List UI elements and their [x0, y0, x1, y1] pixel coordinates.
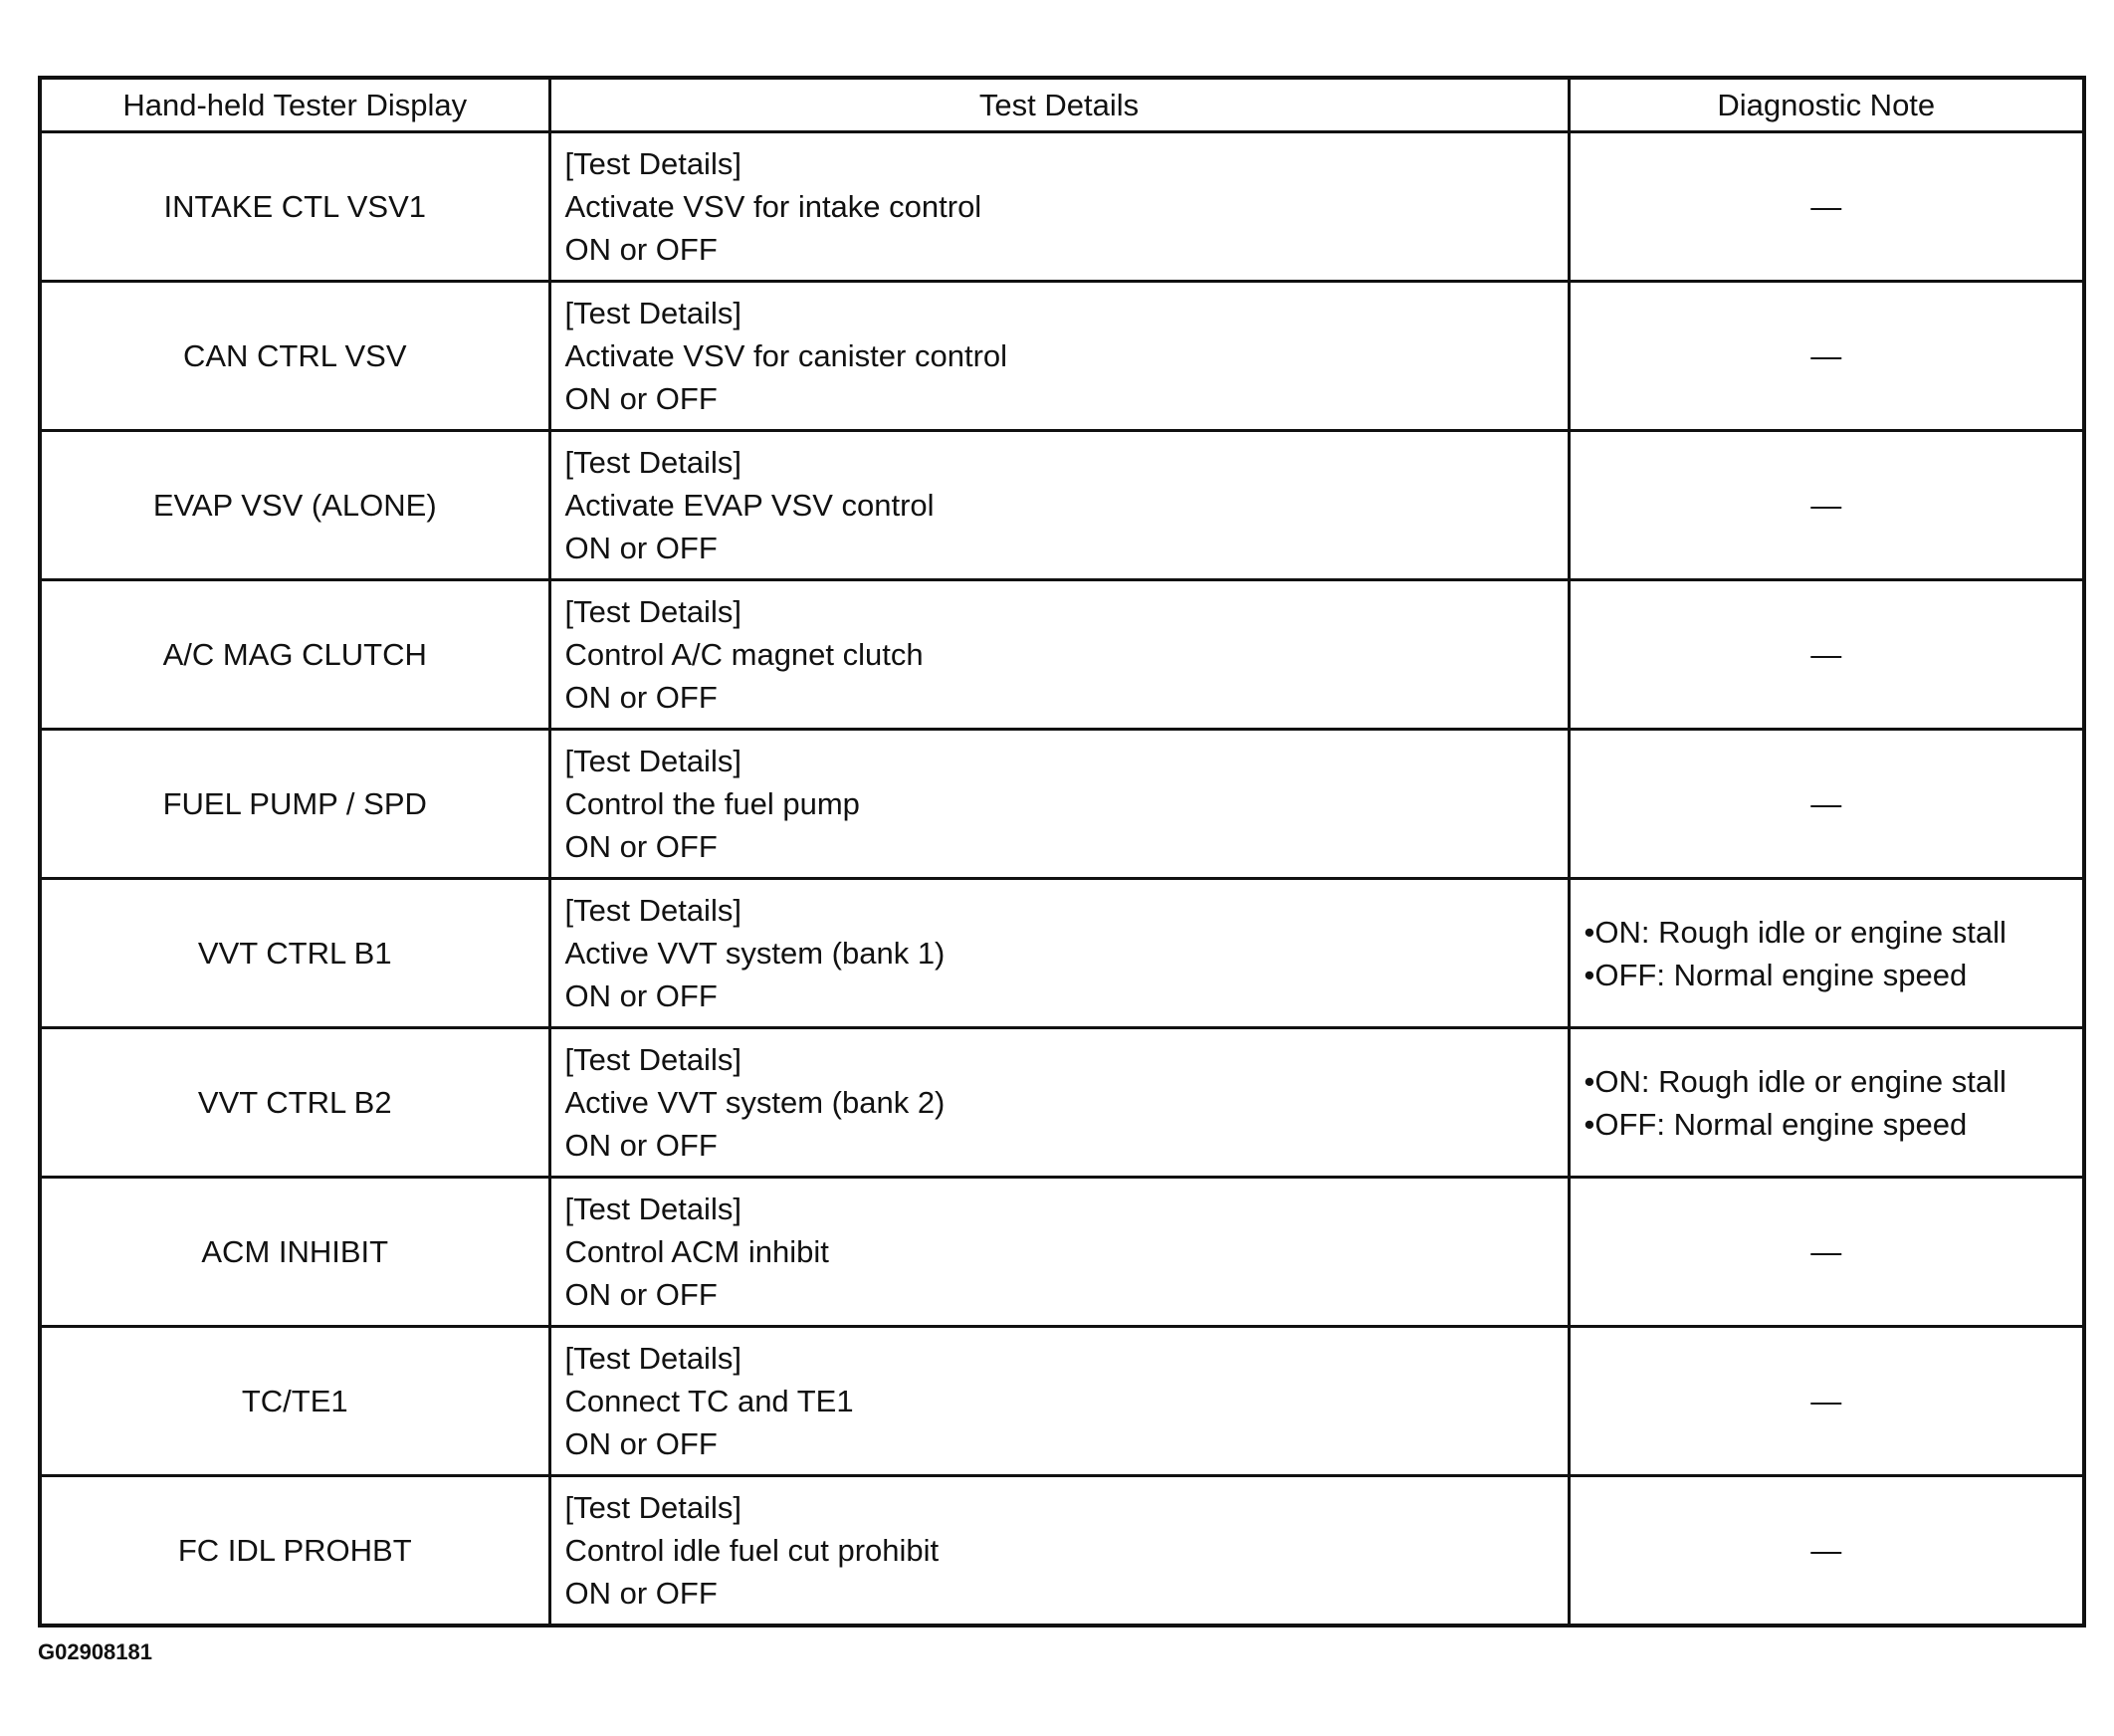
test-details-cell: [549, 879, 1569, 1028]
test-details-line: Connect TC and TE1: [564, 1384, 854, 1418]
table-body: [40, 132, 2084, 1627]
table-row: [40, 730, 2084, 879]
diagnostic-note-cell: [1569, 580, 2084, 730]
diagnostic-note-cell: [1569, 1028, 2084, 1178]
test-details-line: [Test Details]: [564, 296, 741, 330]
test-details-line: ON or OFF: [564, 1426, 718, 1461]
test-details-line: Active VVT system (bank 1): [564, 936, 946, 971]
diagnostic-note-item: •OFF: Normal engine speed: [1584, 957, 1968, 992]
table-row: [40, 282, 2084, 431]
test-details-line: [Test Details]: [564, 445, 741, 480]
tester-display-cell: INTAKE CTL VSV1: [40, 132, 549, 282]
header-row: [40, 78, 2084, 132]
test-details-line: ON or OFF: [564, 978, 718, 1013]
test-details-line: Active VVT system (bank 2): [564, 1085, 946, 1120]
test-details-line: Activate VSV for intake control: [564, 189, 982, 224]
test-details-line: [Test Details]: [564, 744, 741, 778]
test-details-line: Control idle fuel cut prohibit: [564, 1533, 940, 1568]
test-details-line: ON or OFF: [564, 680, 718, 715]
tester-display-cell: FUEL PUMP / SPD: [40, 730, 549, 879]
test-details-line: [Test Details]: [564, 1042, 741, 1077]
no-note-dash: —: [1810, 1233, 1842, 1269]
diagnostic-note-cell: [1569, 1327, 2084, 1476]
test-details-line: ON or OFF: [564, 1576, 718, 1611]
diagnostic-note-list: [1571, 911, 2083, 996]
diagnostic-note-cell: [1569, 282, 2084, 431]
table-row: [40, 431, 2084, 580]
header-test-details: Test Details: [549, 78, 1569, 132]
test-details-line: ON or OFF: [564, 232, 718, 267]
tester-display-cell: CAN CTRL VSV: [40, 282, 549, 431]
table-row: [40, 132, 2084, 282]
test-details-line: [Test Details]: [564, 893, 741, 928]
test-details-line: [Test Details]: [564, 1490, 741, 1525]
test-details-line: [Test Details]: [564, 1192, 741, 1226]
tester-display-cell: ACM INHIBIT: [40, 1178, 549, 1327]
table-row: [40, 580, 2084, 730]
table-row: [40, 1178, 2084, 1327]
no-note-dash: —: [1810, 636, 1842, 672]
diagnostic-note-cell: [1569, 132, 2084, 282]
diagnostic-note-list: [1571, 1060, 2083, 1146]
diagnostic-note-cell: [1569, 1178, 2084, 1327]
diagnostic-note-cell: [1569, 879, 2084, 1028]
test-details-cell: [549, 1327, 1569, 1476]
test-details-line: ON or OFF: [564, 829, 718, 864]
active-test-table: [38, 76, 2086, 1628]
test-details-line: Activate EVAP VSV control: [564, 488, 935, 523]
test-details-line: Control the fuel pump: [564, 786, 860, 821]
test-details-cell: [549, 1178, 1569, 1327]
diagnostic-note-item: •OFF: Normal engine speed: [1584, 1106, 1968, 1142]
diagnostic-note-item: •ON: Rough idle or engine stall: [1584, 1063, 2007, 1099]
figure-code: G02908181: [38, 1639, 152, 1664]
table-row: [40, 1028, 2084, 1178]
no-note-dash: —: [1810, 1383, 1842, 1418]
test-details-line: ON or OFF: [564, 1128, 718, 1163]
test-details-cell: [549, 132, 1569, 282]
test-details-cell: [549, 730, 1569, 879]
tester-display-cell: VVT CTRL B2: [40, 1028, 549, 1178]
table-row: [40, 1476, 2084, 1627]
test-details-line: ON or OFF: [564, 531, 718, 565]
test-details-line: Control ACM inhibit: [564, 1234, 829, 1269]
header-tester-display: Hand-held Tester Display: [40, 78, 549, 132]
test-details-cell: [549, 431, 1569, 580]
no-note-dash: —: [1810, 188, 1842, 224]
tester-display-cell: EVAP VSV (ALONE): [40, 431, 549, 580]
header-diagnostic-note: Diagnostic Note: [1569, 78, 2084, 132]
tester-display-cell: TC/TE1: [40, 1327, 549, 1476]
diagnostic-note-cell: [1569, 1476, 2084, 1627]
test-details-line: ON or OFF: [564, 1277, 718, 1312]
no-note-dash: —: [1810, 785, 1842, 821]
table-row: [40, 879, 2084, 1028]
test-details-cell: [549, 580, 1569, 730]
test-details-cell: [549, 1028, 1569, 1178]
tester-display-cell: A/C MAG CLUTCH: [40, 580, 549, 730]
table-row: [40, 1327, 2084, 1476]
test-details-line: [Test Details]: [564, 1341, 741, 1376]
tester-display-cell: FC IDL PROHBT: [40, 1476, 549, 1627]
test-details-line: ON or OFF: [564, 381, 718, 416]
no-note-dash: —: [1810, 337, 1842, 373]
diagnostic-note-cell: [1569, 431, 2084, 580]
no-note-dash: —: [1810, 487, 1842, 523]
diagnostic-note-item: •ON: Rough idle or engine stall: [1584, 914, 2007, 950]
no-note-dash: —: [1810, 1532, 1842, 1568]
test-details-cell: [549, 1476, 1569, 1627]
test-details-line: [Test Details]: [564, 146, 741, 181]
test-details-cell: [549, 282, 1569, 431]
test-details-line: Activate VSV for canister control: [564, 338, 1008, 373]
test-details-line: Control A/C magnet clutch: [564, 637, 924, 672]
diagnostic-note-cell: [1569, 730, 2084, 879]
tester-display-cell: VVT CTRL B1: [40, 879, 549, 1028]
test-details-line: [Test Details]: [564, 594, 741, 629]
